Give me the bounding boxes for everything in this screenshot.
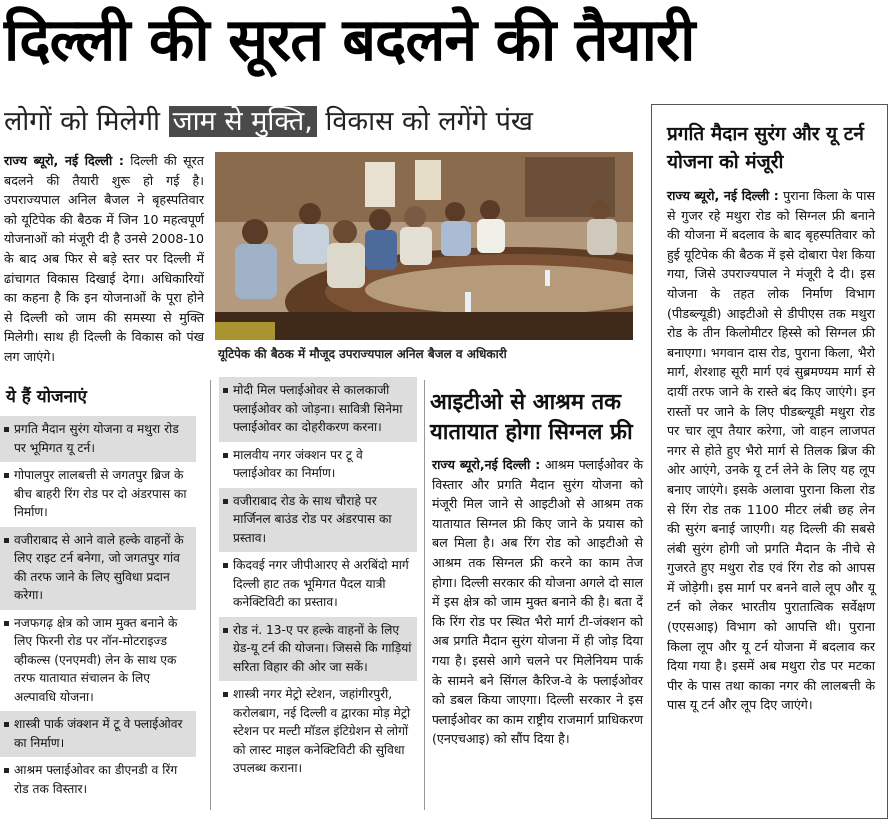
subheadline-highlight: जाम से मुक्ति, <box>169 106 317 137</box>
subheadline-part1: लोगों को मिलेगी <box>4 106 161 137</box>
article2-dateline: राज्य ब्यूरो,नई दिल्ली : <box>432 457 541 472</box>
article2-text: आश्रम फ्लाईओवर के विस्तार और प्रगति मैदान सुरंग योजना को मंजूरी मिल जाने से आइटीओ से आश्रम तक यातायात सिग्नल फ्री किए जाने के प्रयास को बल मिला है। अब रिंग रोड को आइटीओ से आश्रम तक सिग्नल फ्री करने का काम तेज होगा। दिल्ली सरकार की योजना अगले दो साल में इस क्षेत्र को जाम मुक्त बनाने की है। बता दें कि रिंग रोड पर स्थित भैरो मार्ग टी-जंक्शन को अब प्रगति मैदान सुरंग योजना में ही जोड़ दिया गया है। इससे आगे चलने पर मिलेनियम पार्क के सामने बने सिंगल कैरिज-वे के फ्लाईओवर को डबल किया जाएगा। दिल्ली सरकार ने इस फ्लाईओवर का काम राष्ट्रीय राजमार्ग प्राधिकरण (एनएचआइ) को सौंप दिया है। <box>432 457 643 747</box>
meeting-photo <box>215 152 633 340</box>
subheadline <box>4 102 533 142</box>
intro-dateline: राज्य ब्यूरो, नई दिल्ली : <box>4 153 124 168</box>
sidebar-text: पुराना किला के पास से गुजर रहे मथुरा रोड को सिग्नल फ्री बनाने की योजना में बदलाव के बाद बृहस्पतिवार को हुई यूटिपेक की बैठक में इसे दोबारा पेश किया गया, जिसे उपराज्यपाल ने मंजूरी दे दी। इस योजना के तहत लोक निर्माण विभाग (पीडब्ल्यूडी) आइटीओ से डीपीएस तक मथुरा रोड के तीन किलोमीटर हिस्से को सिग्नल फ्री बनाएगा। भगवान दास रोड, पुराना किला, भैरो मार्ग, शेरशाह सूरी मार्ग एवं सुब्रमण्यम मार्ग से दायीं तरफ जाने के रास्ते बंद किए जाएंगे। इन रास्तों पर जाने के लिए पीडब्ल्यूडी मथुरा रोड पर चार लूप तैयार करेगा, जो वाहन लाजपत नगर से होते हुए भैरो मार्ग से तिलक ब्रिज की ओर आएंगे, उनके यू टर्न लेने के लिए यह लूप बनाए जाएंगे। इसके अलावा पुराना किला रोड से रिंग रोड तक 1100 मीटर लंबी छह लेन की सुरंग बनाई जाएगी। यह दिल्ली की सबसे लंबी सुरंग होगी जो प्रगति मैदान के नीचे से गुजरते हुए मथुरा रोड एवं रिंग रोड को आपस में जोड़ेगी। इस मार्ग पर बनने वाले लूप और यू टर्न को लेकर भारतीय पुरातात्विक सर्वेक्षण (एएसआइ) विभाग को आपत्ति थी। पुराना किला लूप और यू टर्न योजना में बदलाव कर दिया गया है। इसमें अब मथुरा रोड पर मटका पीर के पास तथा काका नगर की लालबत्ती के पास यू टर्न और लूप दिए जाएंगे। <box>667 188 875 713</box>
sidebar-dateline: राज्य ब्यूरो, नई दिल्ली : <box>667 188 779 203</box>
article2-title: आइटीओ से आश्रम तक यातायात होगा सिग्नल फ्री <box>430 390 633 445</box>
list-item: आश्रम फ्लाईओवर का डीएनडी व रिंग रोड तक विस्तार। <box>0 757 196 803</box>
list-item: वजीराबाद रोड के साथ चौराहे पर मार्जिनल बाउंड रोड पर अंडरपास का प्रस्ताव। <box>219 488 417 553</box>
list-item: नजफगढ़ क्षेत्र को जाम मुक्त बनाने के लिए फिरनी रोड पर नॉन-मोटराइज्ड व्हीकल्स (एनएमवी) लेन के साथ एक तरफ यातायात संचालन के लिए अल्पावधि योजना। <box>0 610 196 712</box>
schemes-list-1 <box>0 416 196 803</box>
headline: दिल्ली की सूरत बदलने की तैयारी <box>4 5 695 74</box>
list-item: शास्त्री नगर मेट्रो स्टेशन, जहांगीरपुरी, करोलबाग, नई दिल्ली व द्वारका मोड़ मेट्रो स्टेशन पर मल्टी मॉडल इंटिग्रेशन से लोगों को लास्ट माइल कनेक्टिविटी की सुविधा उपलब्ध कराना। <box>219 681 417 783</box>
meeting-photo-illustration <box>215 152 633 340</box>
list-item: रोड नं. 13-ए पर हल्के वाहनों के लिए ग्रेड-यू टर्न की योजना। जिससे कि गाड़ियां सरिता विहार की ओर जा सकें। <box>219 617 417 682</box>
subheadline-part2: विकास को लगेंगे पंख <box>325 106 533 137</box>
list-item: गोपालपुर लालबत्ती से जगतपुर ब्रिज के बीच बाहरी रिंग रोड पर दो अंडरपास का निर्माण। <box>0 462 196 527</box>
list-item: शास्त्री पार्क जंक्शन में टू वे फ्लाईओवर का निर्माण। <box>0 711 196 757</box>
column-divider <box>210 380 211 810</box>
list-item: मोदी मिल फ्लाईओवर से कालकाजी फ्लाईओवर को जोड़ना। सावित्री सिनेमा फ्लाईओवर का दोहरीकरण करना। <box>219 377 417 442</box>
sidebar-body <box>667 186 875 715</box>
article2-body <box>432 455 643 749</box>
intro-text: दिल्ली की सूरत बदलने की तैयारी शुरू हो गई है। उपराज्यपाल अनिल बैजल ने बृहस्पतिवार को यूटिपेक की बैठक में जिन 10 महत्वपूर्ण योजनाओं को मंजूरी दी है उनसे 2008-10 के बाद अब फिर से बड़े स्तर पर दिल्ली में ढांचागत विकास दिखाई देगा। अधिकारियों का कहना है कि इन योजनाओं के पूरा होने से दिल्ली को जाम की समस्या से मुक्ति मिलेगी। साथ ही दिल्ली के विकास को पंख लग जाएंगे। <box>4 153 204 364</box>
schemes-title: ये हैं योजनाएं <box>6 387 87 407</box>
list-item: प्रगति मैदान सुरंग योजना व मथुरा रोड पर भूमिगत यू टर्न। <box>0 416 196 462</box>
column-divider <box>424 380 425 810</box>
list-item: किदवई नगर जीपीआरए से अरबिंदो मार्ग दिल्ली हाट तक भूमिगत पैदल यात्री कनेक्टिविटी का प्रस्ताव। <box>219 552 417 617</box>
list-item: मालवीय नगर जंक्शन पर टू वे फ्लाईओवर का निर्माण। <box>219 442 417 488</box>
intro-paragraph <box>4 151 204 367</box>
schemes-list-2 <box>219 377 417 783</box>
photo-caption: यूटिपेक की बैठक में मौजूद उपराज्यपाल अनिल बैजल व अधिकारी <box>218 347 507 361</box>
sidebar-title: प्रगति मैदान सुरंग और यू टर्न योजना को मंजूरी <box>667 123 864 173</box>
list-item: वजीराबाद से आने वाले हल्के वाहनों के लिए राइट टर्न बनेगा, जो जगतपुर गांव की तरफ जाने के लिए सुविधा प्रदान करेगा। <box>0 527 196 610</box>
